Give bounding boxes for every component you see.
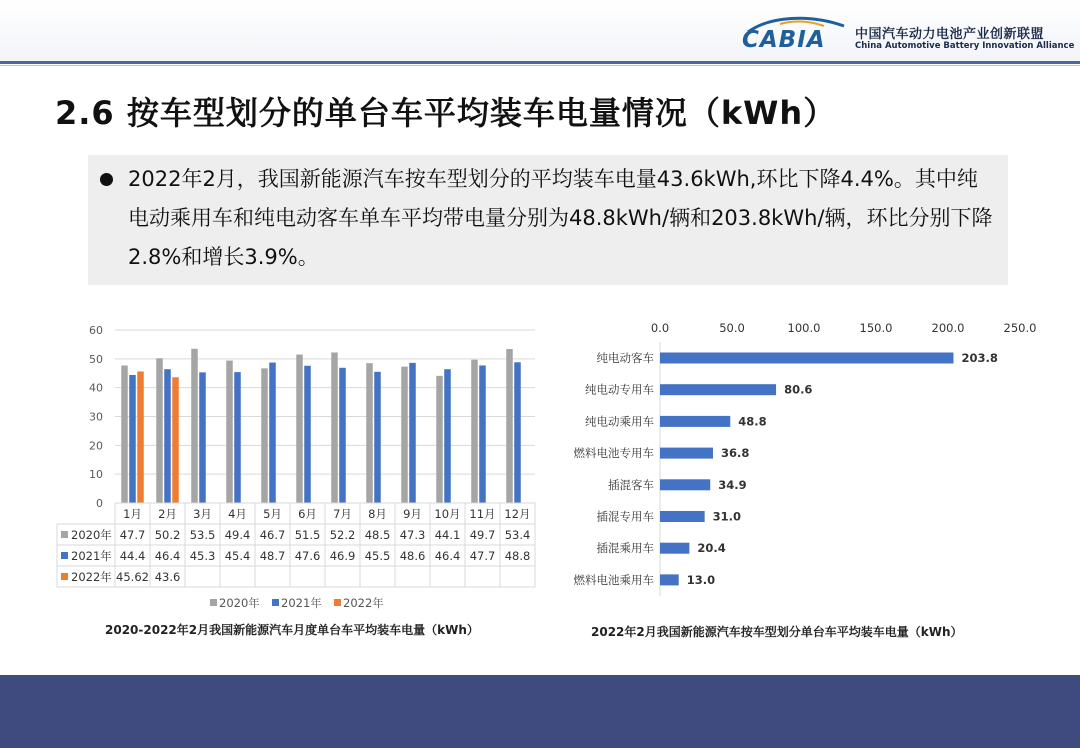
bar xyxy=(304,366,311,503)
bar xyxy=(514,362,521,503)
x-tick-label: 50.0 xyxy=(719,321,745,335)
x-tick-label: 150.0 xyxy=(859,321,893,335)
category-label: 燃料电池乘用车 xyxy=(573,572,654,587)
bar xyxy=(199,372,206,503)
data-label: 48.5 xyxy=(364,528,391,542)
monthly-chart xyxy=(55,312,545,612)
bar xyxy=(226,361,233,503)
bar xyxy=(471,360,478,503)
category-label: 纯电动乘用车 xyxy=(585,414,654,429)
data-label: 48.8 xyxy=(504,549,531,563)
slide-title: 2.6 按车型划分的单台车平均装车电量情况（kWh） xyxy=(55,94,837,132)
series-label: 2020年 xyxy=(71,528,112,542)
bar xyxy=(409,363,416,503)
monthly-chart-caption: 2020-2022年2月我国新能源汽车月度单台车平均装车电量（kWh） xyxy=(105,623,479,637)
bar xyxy=(444,369,451,503)
x-tick-label: 250.0 xyxy=(1003,321,1037,335)
bar xyxy=(660,574,679,585)
bar xyxy=(191,349,198,503)
y-tick-label: 10 xyxy=(89,468,103,482)
org-name-cn: 中国汽车动力电池产业创新联盟 xyxy=(855,27,1045,42)
bar xyxy=(401,367,408,503)
category-label: 纯电动客车 xyxy=(596,351,654,365)
y-tick-label: 50 xyxy=(89,352,103,366)
data-label: 46.4 xyxy=(154,549,181,563)
legend-key xyxy=(272,599,279,606)
data-label: 45.4 xyxy=(224,549,251,563)
data-label: 46.9 xyxy=(329,549,356,563)
vehicle-type-chart-caption: 2022年2月我国新能源汽车按车型划分单台车平均装车电量（kWh） xyxy=(591,625,963,639)
data-label: 46.4 xyxy=(434,549,461,563)
data-label: 44.1 xyxy=(434,528,461,542)
legend-label: 2021年 xyxy=(281,596,322,610)
y-tick-label: 20 xyxy=(89,439,103,453)
data-label: 48.7 xyxy=(259,549,286,563)
bar xyxy=(172,377,179,503)
bar xyxy=(331,352,338,503)
bar xyxy=(660,511,705,522)
y-tick-label: 0 xyxy=(96,497,103,510)
data-label: 47.7 xyxy=(119,528,146,542)
data-label: 203.8 xyxy=(961,351,998,365)
category-label: 燃料电池专用车 xyxy=(573,446,654,461)
org-name-en: China Automotive Battery Innovation Alliance xyxy=(855,41,1075,51)
legend-key xyxy=(61,531,68,538)
bar xyxy=(479,365,486,503)
series-label: 2022年 xyxy=(71,570,112,584)
legend-label: 2020年 xyxy=(219,596,260,610)
x-tick-label: 7月 xyxy=(333,507,352,521)
data-label: 45.5 xyxy=(364,549,391,563)
bullet-icon xyxy=(100,173,113,186)
data-label: 36.8 xyxy=(720,446,750,461)
bar xyxy=(129,375,136,503)
bar xyxy=(121,365,128,503)
header-rule-thin xyxy=(0,65,1080,66)
bar xyxy=(156,358,163,503)
data-label: 45.3 xyxy=(189,549,216,563)
category-label: 插混客车 xyxy=(608,477,654,492)
legend-label: 2022年 xyxy=(343,596,384,610)
bar xyxy=(506,349,513,503)
data-label: 13.0 xyxy=(686,572,716,587)
bar xyxy=(374,372,381,503)
data-label: 46.7 xyxy=(259,528,286,542)
category-label: 插混专用车 xyxy=(596,509,654,524)
bar xyxy=(660,384,776,395)
data-label: 50.2 xyxy=(154,528,181,542)
data-label: 47.6 xyxy=(294,549,321,563)
y-tick-label: 40 xyxy=(89,381,103,395)
data-label: 80.6 xyxy=(784,382,813,397)
y-tick-label: 30 xyxy=(89,410,103,424)
bar xyxy=(137,371,144,503)
bar xyxy=(660,416,730,427)
data-label: 47.7 xyxy=(469,549,496,563)
y-tick-label: 60 xyxy=(89,324,103,337)
x-tick-label: 1月 xyxy=(123,507,142,521)
data-label: 43.6 xyxy=(154,570,181,584)
legend-key xyxy=(334,599,341,606)
data-label: 20.4 xyxy=(697,541,726,556)
logo-text: CABIA xyxy=(742,27,826,53)
data-label: 34.9 xyxy=(718,477,747,492)
header-rule xyxy=(0,61,1080,64)
data-label: 44.4 xyxy=(119,549,146,563)
bar xyxy=(261,368,268,503)
x-tick-label: 100.0 xyxy=(787,321,821,335)
category-label: 插混乘用车 xyxy=(596,541,654,556)
data-label: 51.5 xyxy=(294,528,321,542)
data-label: 45.62 xyxy=(116,570,149,584)
vehicle-type-chart xyxy=(560,312,1050,597)
x-tick-label: 4月 xyxy=(228,507,247,521)
data-label: 49.7 xyxy=(469,528,496,542)
data-label: 31.0 xyxy=(712,509,742,524)
x-tick-label: 11月 xyxy=(469,507,496,521)
bar xyxy=(269,363,276,503)
legend-key xyxy=(210,599,217,606)
x-tick-label: 12月 xyxy=(504,507,531,521)
legend-key xyxy=(61,573,68,580)
data-label: 52.2 xyxy=(329,528,356,542)
legend-key xyxy=(61,552,68,559)
footer-band xyxy=(0,675,1080,748)
data-table xyxy=(57,503,535,587)
bar xyxy=(436,376,443,503)
bar xyxy=(164,369,171,503)
bar xyxy=(660,448,713,459)
series-label: 2021年 xyxy=(71,549,112,563)
bar xyxy=(339,368,346,503)
x-tick-label: 200.0 xyxy=(931,321,965,335)
category-label: 纯电动专用车 xyxy=(585,382,654,397)
bar xyxy=(660,353,953,364)
x-tick-label: 6月 xyxy=(298,507,317,521)
x-tick-label: 5月 xyxy=(263,507,282,521)
data-label: 49.4 xyxy=(224,528,251,542)
data-label: 47.3 xyxy=(399,528,426,542)
data-label: 53.5 xyxy=(189,528,216,542)
bar xyxy=(296,355,303,503)
data-label: 53.4 xyxy=(504,528,531,542)
summary-text: 2022年2月，我国新能源汽车按车型划分的平均装车电量43.6kWh,环比下降4.4%。其中纯电动乘用车和纯电动客车单车平均带电量分别为48.8kWh/辆和203.8kWh/辆，环比分别下降2.8%和增长3.9%。 xyxy=(128,167,993,269)
x-tick-label: 0.0 xyxy=(650,321,670,335)
bar xyxy=(660,543,689,554)
x-tick-label: 9月 xyxy=(403,507,422,521)
x-tick-label: 8月 xyxy=(368,507,387,521)
data-label: 48.6 xyxy=(399,549,426,563)
x-tick-label: 10月 xyxy=(434,507,461,521)
data-label: 48.8 xyxy=(738,414,767,429)
bar xyxy=(234,372,241,503)
bar xyxy=(660,479,710,490)
x-tick-label: 3月 xyxy=(193,507,212,521)
x-tick-label: 2月 xyxy=(158,507,177,521)
bar xyxy=(366,363,373,503)
